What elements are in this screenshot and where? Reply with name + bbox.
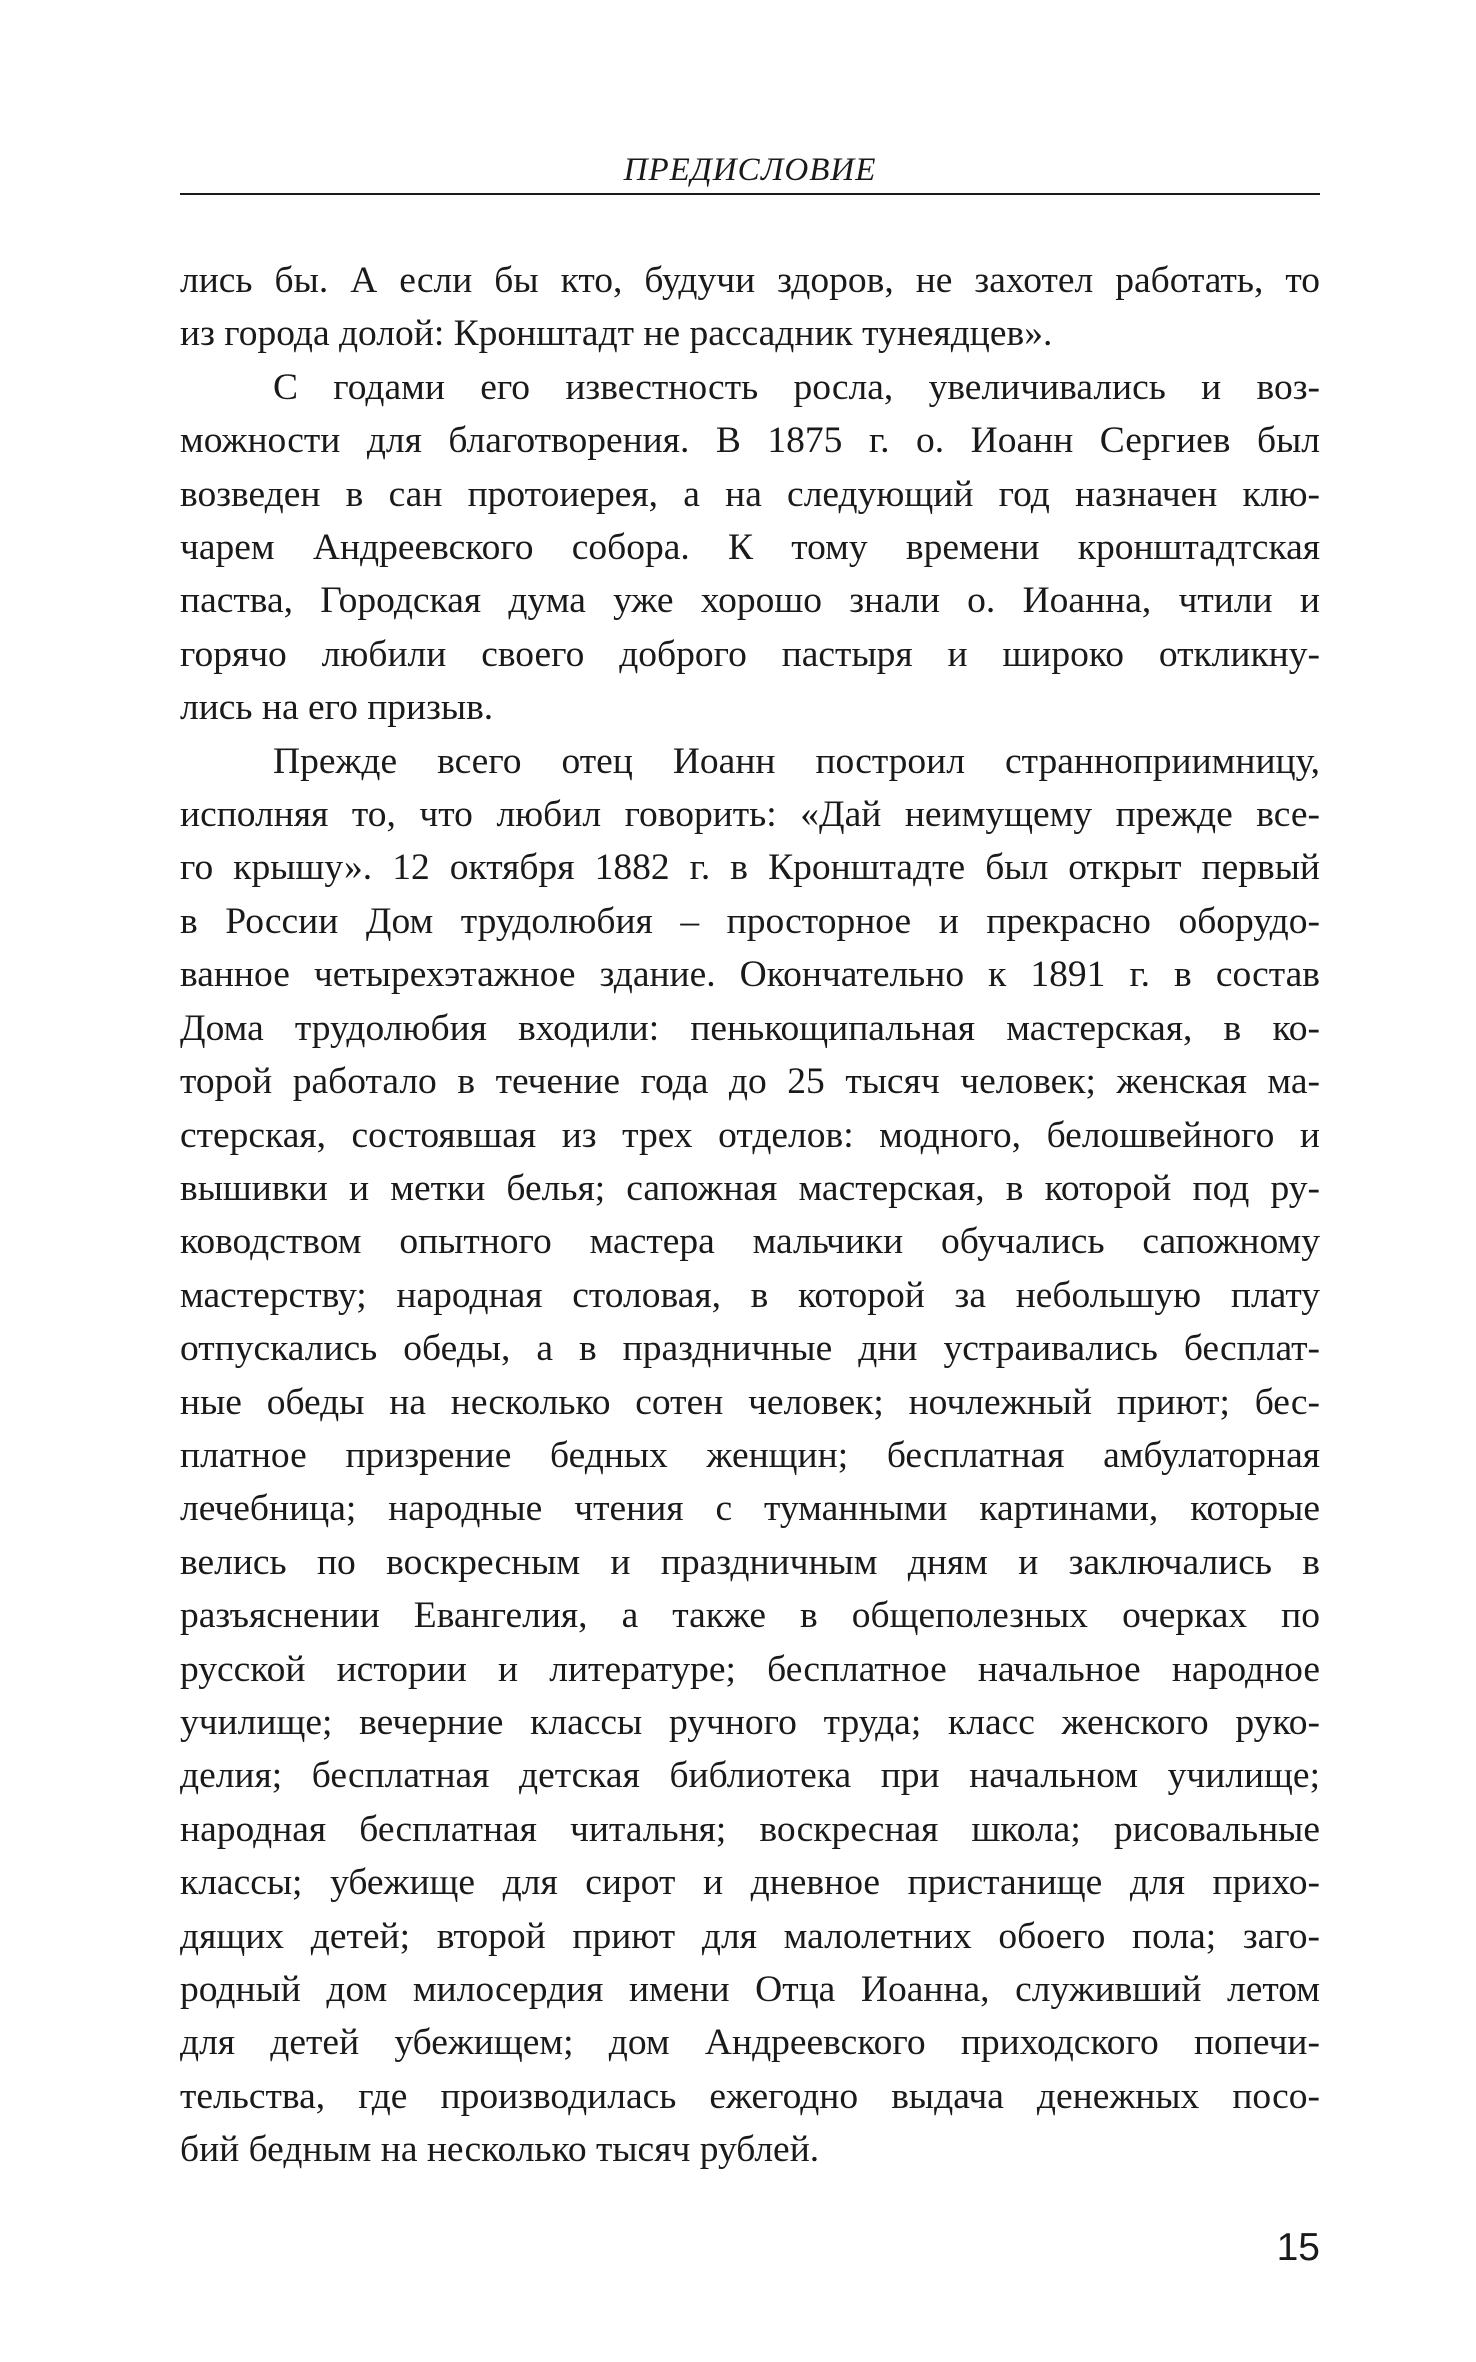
text-line: ководством опытного мастера мальчики обучались сапожному	[180, 1221, 1320, 1263]
text-line: русской истории и литературе; бесплатное начальное народное	[180, 1648, 1320, 1690]
text-line: Дома трудолюбия входили: пенькощипальная мастерская, в ко-	[180, 1007, 1320, 1049]
text-line: ные обеды на несколько сотен человек; ночлежный приют; бес-	[180, 1381, 1320, 1423]
text-line: горячо любили своего доброго пастыря и широко откликну-	[180, 633, 1320, 675]
running-head-title: ПРЕДИСЛОВИЕ	[623, 152, 877, 188]
text-line: дящих детей; второй приют для малолетних обоего пола; заго-	[180, 1915, 1320, 1957]
text-line: лись бы. А если бы кто, будучи здоров, не захотел работать, то	[180, 260, 1320, 301]
text-line: стерская, состоявшая из трех отделов: модного, белошвейного и	[180, 1114, 1320, 1156]
text-line: родный дом милосердия имени Отца Иоанна, служивший летом	[180, 1969, 1320, 2010]
text-line: разъяснении Евангелия, а также в общеполезных очерках по	[180, 1595, 1320, 1637]
text-line: классы; убежище для сирот и дневное пристанище для прихо-	[180, 1862, 1320, 1904]
text-line: отпускались обеды, а в праздничные дни устраивались бесплат-	[180, 1328, 1320, 1370]
text-line: народная бесплатная читальня; воскресная школа; рисовальные	[180, 1808, 1320, 1850]
text-line: можности для благотворения. В 1875 г. о. Иоанн Сергиев был	[180, 420, 1320, 462]
text-line: училище; вечерние классы ручного труда; класс женского руко-	[180, 1701, 1320, 1743]
paragraph	[180, 361, 1320, 735]
text-line: С годами его известность росла, увеличивались и воз-	[273, 366, 1320, 408]
text-line: для детей убежищем; дом Андреевского приходского попечи-	[180, 2022, 1320, 2064]
text-line: ванное четырехэтажное здание. Окончательно к 1891 г. в состав	[180, 954, 1320, 996]
text-line: исполняя то, что любил говорить: «Дай неимущему прежде все-	[180, 794, 1320, 836]
text-line: го крышу». 12 октября 1882 г. в Кронштадте был открыт первый	[180, 847, 1320, 889]
text-line: лись на его призыв.	[180, 687, 494, 729]
paragraph	[180, 735, 1320, 2177]
text-line: из города долой: Кронштадт не рассадник тунеядцев».	[180, 313, 1053, 355]
text-line: бий бедным на несколько тысяч рублей.	[180, 2129, 820, 2171]
header-rule	[180, 193, 1320, 195]
text-line: тельства, где производилась ежегодно выдача денежных посо-	[180, 2075, 1320, 2117]
text-line: делия; бесплатная детская библиотека при начальном училище;	[180, 1755, 1320, 1797]
text-line: Прежде всего отец Иоанн построил странноприимницу,	[273, 740, 1320, 782]
text-line: торой работало в течение года до 25 тысяч человек; женская ма-	[180, 1061, 1320, 1103]
text-line: платное призрение бедных женщин; бесплатная амбулаторная	[180, 1434, 1320, 1476]
body-text	[180, 254, 1320, 2177]
text-line: возведен в сан протоиерея, а на следующий год назначен клю-	[180, 473, 1320, 515]
text-line: лечебница; народные чтения с туманными картинами, которые	[180, 1488, 1320, 1530]
text-line: мастерству; народная столовая, в которой за небольшую плату	[180, 1274, 1320, 1316]
text-line: чарем Андреевского собора. К тому времени кронштадтская	[180, 527, 1320, 569]
text-line: паства, Городская дума уже хорошо знали о. Иоанна, чтили и	[180, 580, 1320, 622]
text-line: велись по воскресным и праздничным дням и заключались в	[180, 1541, 1320, 1583]
paragraph	[180, 254, 1320, 361]
page-number: 15	[1276, 2226, 1320, 2269]
text-line: вышивки и метки белья; сапожная мастерская, в которой под ру-	[180, 1167, 1320, 1209]
text-line: в России Дом трудолюбия – просторное и прекрасно оборудо-	[180, 900, 1320, 942]
